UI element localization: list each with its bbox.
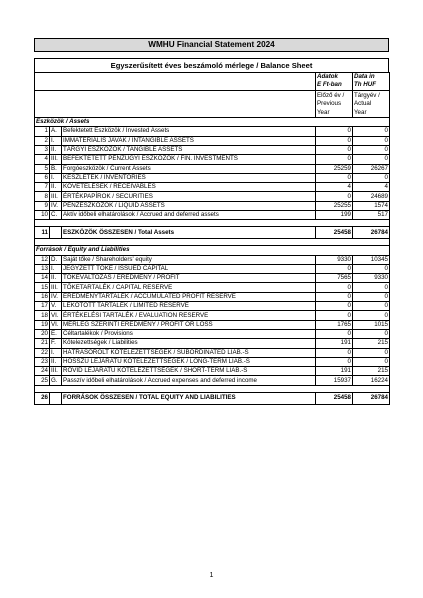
spacer-row <box>35 239 390 246</box>
table-row <box>35 192 390 201</box>
row-label: Céltartalékok / Provisions <box>62 329 316 338</box>
table-row <box>35 339 390 348</box>
row-code: II. <box>50 357 62 366</box>
table-row <box>35 367 390 376</box>
row-code: III. <box>50 192 62 201</box>
row-actual-value: 0 <box>353 283 390 292</box>
document-title: WMHU Financial Statement 2024 <box>34 38 389 52</box>
row-code: I. <box>50 264 62 273</box>
row-label: HÁTRASOROLT KÖTELEZETTSÉGEK / SUBORDINATED LIAB.-S <box>62 348 316 357</box>
row-prev-value: 191 <box>316 339 353 348</box>
row-label: TŐKETARTALÉK / CAPITAL RESERVE <box>62 283 316 292</box>
row-code: D. <box>50 255 62 264</box>
row-code: I. <box>50 136 62 145</box>
row-prev-value: 25259 <box>316 164 353 173</box>
row-code: B. <box>50 164 62 173</box>
row-prev-value: 199 <box>316 211 353 220</box>
row-prev-value: 0 <box>316 145 353 154</box>
row-actual-value: 0 <box>353 173 390 182</box>
table-row <box>35 302 390 311</box>
liabilities-total-row: 26 FORRÁSOK ÖSSZESEN / TOTAL EQUITY AND LIABILITIES 25458 26784 <box>35 392 390 404</box>
row-actual-value: 215 <box>353 339 390 348</box>
row-label: KÉSZLETEK / INVENTORIES <box>62 173 316 182</box>
row-code: G. <box>50 376 62 385</box>
table-row <box>35 173 390 182</box>
row-prev-value: 15937 <box>316 376 353 385</box>
row-prev-value: 0 <box>316 173 353 182</box>
row-code: A. <box>50 127 62 136</box>
row-actual-value: 0 <box>353 329 390 338</box>
header-row-units <box>35 73 390 91</box>
row-actual-value: 0 <box>353 311 390 320</box>
row-label: EREDMÉNYTARTALÉK / ACCUMULATED PROFIT RESERVE <box>62 292 316 301</box>
row-actual-value: 0 <box>353 127 390 136</box>
row-number: 7 <box>35 183 50 192</box>
header-prev-units: Adatok E Ft-ban <box>316 73 353 91</box>
row-actual-value: 215 <box>353 367 390 376</box>
row-prev-value: 0 <box>316 127 353 136</box>
row-actual-value: 0 <box>353 145 390 154</box>
table-row <box>35 329 390 338</box>
row-number: 5 <box>35 164 50 173</box>
row-label: PÉNZESZKÖZÖK / LIQUID ASSETS <box>62 201 316 210</box>
row-actual-value: 517 <box>353 211 390 220</box>
row-label: RÖVID LEJÁRATÚ KÖTELEZETTSÉGEK / SHORT-TERM LIAB.-S <box>62 367 316 376</box>
row-actual-value: 0 <box>353 292 390 301</box>
table-row <box>35 348 390 357</box>
row-number: 6 <box>35 173 50 182</box>
table-row <box>35 376 390 385</box>
table-row <box>35 155 390 164</box>
row-prev-value: 0 <box>316 155 353 164</box>
row-code: I. <box>50 348 62 357</box>
balance-sheet-table <box>34 72 390 405</box>
row-code: C. <box>50 211 62 220</box>
row-prev-value: 9330 <box>316 255 353 264</box>
row-label: Kötelezettségek / Liabilities <box>62 339 316 348</box>
row-number: 10 <box>35 211 50 220</box>
row-prev-value: 0 <box>316 311 353 320</box>
row-actual-value: 0 <box>353 357 390 366</box>
balance-sheet <box>34 38 389 405</box>
row-number: 21 <box>35 339 50 348</box>
row-prev-value: 0 <box>316 264 353 273</box>
row-number: 23 <box>35 357 50 366</box>
row-label: Passzív időbeli elhatárolások / Accrued expenses and deferred income <box>62 376 316 385</box>
table-row <box>35 183 390 192</box>
row-prev-value: 0 <box>316 292 353 301</box>
table-row <box>35 311 390 320</box>
table-row <box>35 136 390 145</box>
row-label: Aktív időbeli elhatárolások / Accrued and deferred assets <box>62 211 316 220</box>
row-actual-value: 24689 <box>353 192 390 201</box>
table-row <box>35 164 390 173</box>
row-number: 19 <box>35 320 50 329</box>
table-row <box>35 283 390 292</box>
row-number: 2 <box>35 136 50 145</box>
row-actual-value: 1574 <box>353 201 390 210</box>
row-number: 25 <box>35 376 50 385</box>
row-prev-value: 25255 <box>316 201 353 210</box>
row-label: BEFEKTETETT PÉNZÜGYI ESZKÖZÖK / FIN. INVESTMENTS <box>62 155 316 164</box>
balance-sheet-subtitle: Egyszerűsített éves beszámoló mérlege / Balance Sheet <box>34 58 389 72</box>
row-number: 12 <box>35 255 50 264</box>
page-number: 1 <box>209 572 214 579</box>
row-number: 16 <box>35 292 50 301</box>
row-number: 17 <box>35 302 50 311</box>
row-label: KÖVETELÉSEK / RECEIVABLES <box>62 183 316 192</box>
row-number: 1 <box>35 127 50 136</box>
row-actual-value: 0 <box>353 155 390 164</box>
row-label: Forgóeszközök / Current Assets <box>62 164 316 173</box>
row-label: TŐKEVÁLTOZÁS / EREDMÉNY / PROFIT <box>62 274 316 283</box>
row-label: LEKÖTÖTT TARTALÉK / LIMITED RESERVE <box>62 302 316 311</box>
row-label: Saját tőke / Shareholders' equity <box>62 255 316 264</box>
row-actual-value: 1015 <box>353 320 390 329</box>
row-code: IV. <box>50 201 62 210</box>
header-actual-year: Tárgyév / Actual Year <box>353 90 390 117</box>
row-prev-value: 0 <box>316 302 353 311</box>
table-row <box>35 201 390 210</box>
row-code: E. <box>50 329 62 338</box>
row-prev-value: 0 <box>316 348 353 357</box>
row-actual-value: 0 <box>353 136 390 145</box>
spacer-row <box>35 385 390 392</box>
assets-section-header: Eszközök / Assets <box>35 118 390 127</box>
row-code: F. <box>50 339 62 348</box>
row-code: III. <box>50 155 62 164</box>
row-number: 3 <box>35 145 50 154</box>
row-number: 22 <box>35 348 50 357</box>
row-actual-value: 0 <box>353 264 390 273</box>
row-actual-value: 26267 <box>353 164 390 173</box>
row-number: 18 <box>35 311 50 320</box>
row-code: II. <box>50 183 62 192</box>
row-number: 14 <box>35 274 50 283</box>
row-number: 9 <box>35 201 50 210</box>
table-row <box>35 320 390 329</box>
row-label: JEGYZETT TŐKE / ISSUED CAPITAL <box>62 264 316 273</box>
row-code: II. <box>50 145 62 154</box>
row-number: 15 <box>35 283 50 292</box>
row-code: IV. <box>50 292 62 301</box>
table-row <box>35 145 390 154</box>
table-row <box>35 292 390 301</box>
row-prev-value: 191 <box>316 367 353 376</box>
row-number: 4 <box>35 155 50 164</box>
table-row <box>35 264 390 273</box>
row-actual-value: 10345 <box>353 255 390 264</box>
row-prev-value: 0 <box>316 136 353 145</box>
row-label: ÉRTÉKPAPÍROK / SECURITIES <box>62 192 316 201</box>
row-number: 13 <box>35 264 50 273</box>
liabilities-section-header: Források / Equity and Liabilities <box>35 246 390 255</box>
row-number: 20 <box>35 329 50 338</box>
row-prev-value: 0 <box>316 192 353 201</box>
row-actual-value: 0 <box>353 348 390 357</box>
row-code: II. <box>50 274 62 283</box>
header-prev-year: Előző év / Previous Year <box>316 90 353 117</box>
row-number: 8 <box>35 192 50 201</box>
row-label: ÉRTÉKELÉSI TARTALÉK / EVALUATION RESERVE <box>62 311 316 320</box>
header-row-years <box>35 90 390 117</box>
row-label: MÉRLEG SZERINTI EREDMÉNY / PROFIT OR LOSS <box>62 320 316 329</box>
row-code: III. <box>50 283 62 292</box>
table-row <box>35 255 390 264</box>
table-row <box>35 357 390 366</box>
row-label: Befektetett Eszközök / Invested Assets <box>62 127 316 136</box>
row-actual-value: 4 <box>353 183 390 192</box>
row-code: VI. <box>50 320 62 329</box>
row-code: I. <box>50 173 62 182</box>
row-actual-value: 9330 <box>353 274 390 283</box>
row-prev-value: 4 <box>316 183 353 192</box>
assets-total-row: 11 ESZKÖZÖK ÖSSZESEN / Total Assets 25458 26784 <box>35 227 390 239</box>
row-actual-value: 0 <box>353 302 390 311</box>
row-number: 24 <box>35 367 50 376</box>
header-actual-units: Data in Th HUF <box>353 73 390 91</box>
row-prev-value: 0 <box>316 329 353 338</box>
row-label: IMMATERIÁLIS JAVAK / INTANGIBLE ASSETS <box>62 136 316 145</box>
row-code: V. <box>50 302 62 311</box>
table-row <box>35 211 390 220</box>
row-prev-value: 7565 <box>316 274 353 283</box>
row-label: TÁRGYI ESZKÖZÖK / TANGIBLE ASSETS <box>62 145 316 154</box>
table-row <box>35 127 390 136</box>
spacer-row <box>35 220 390 227</box>
row-actual-value: 16224 <box>353 376 390 385</box>
row-prev-value: 0 <box>316 357 353 366</box>
row-code: VI. <box>50 311 62 320</box>
row-code: III. <box>50 367 62 376</box>
table-row <box>35 274 390 283</box>
row-prev-value: 1765 <box>316 320 353 329</box>
row-prev-value: 0 <box>316 283 353 292</box>
row-label: HOSSZÚ LEJÁRATÚ KÖTELEZETTSÉGEK / LONG-TERM LIAB.-S <box>62 357 316 366</box>
